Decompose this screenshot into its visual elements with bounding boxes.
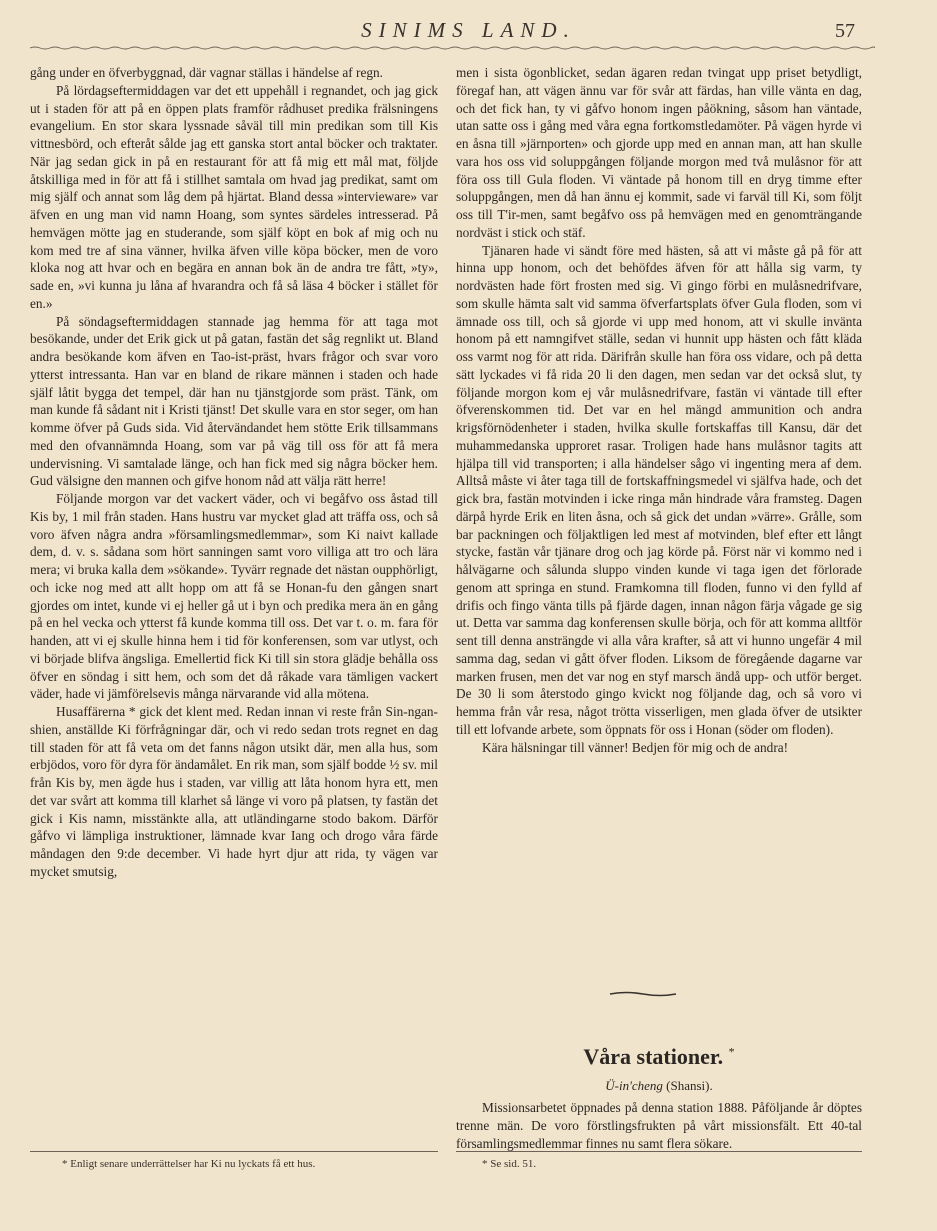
section-title-footnote-mark: * [728,1044,735,1059]
paragraph: Följande morgon var det vackert väder, och vi begåfvo oss åstad till Kis by, 1 mil från staden. Hans hustru var mycket glad att träffa oss, och så voro äfven några andra »församlingsmedlemmar», som Ki naivt kallade dem, d. v. s. sådana som hört sanningen samt voro villiga att tro och lära mera; vi bruka kalla dem »sökande». Tyvärr regnade det nästan oupphörligt, och icke nog med att allt hopp om att få se Honan-fu den gången snart gjordes om intet, kunde vi ej heller gå ut i byn och predika mera än en gång på en hel vecka och ytterst få kunde komma till oss. Det var t. o. m. fara för handen, att vi ej skulle hinna hem i tid för konferensen, som var utlyst, och vi började blifva ängsliga. Emellertid fick Ki till sin stora glädje behålla oss öfver en söndag i sitt hem, och som det då råkade vara tämligen vackert väder, hade vi jämförelsevis många närvarande vid alla mötena. [30,491,438,702]
paragraph: Kära hälsningar till vänner! Bedjen för mig och de andra! [482,739,789,755]
section-paragraph: Missionsarbetet öppnades på denna station 1888. Påföljande år döptes trenne män. De voro förstlingsfrukten på vårt missionsfält. Ett 40-tal församlingsmedlemmar finnes nu samt flera sökare. [456,1100,862,1151]
section-ornament [608,990,678,998]
right-column [456,64,862,756]
station-name: Ü-in'cheng [605,1078,663,1093]
footnote-right: * Se sid. 51. [482,1158,537,1170]
paragraph: gång under en öfverbyggnad, där vagnar ställas i händelse af regn. [30,65,383,80]
paragraph: På lördagseftermiddagen var det ett uppehåll i regnandet, och jag gick ut i staden för att på en öppen plats framför rådhuset predika frälsningens evangelium. En stor skara lyssnade såväl till min predikan som till Kis vittnesbörd, och efteråt sålde jag ett ganska stort antal böcker och traktater. När jag sedan gick in på en restaurant för att få mig ett mål mat, följde åtskilliga med in för att få i stillhet samtala om hvad jag predikat, samt om mig själf och annat som låg dem på hjärtat. Bland dessa »intervieware» var äfven en ung man vid namn Hoang, som syntes särdeles intresserad. På hemvägen mötte jag en studerande, som själf köpt en bok af mig och nu kom med tre af sina vänner, hvilka äfven ville köpa böcker, men de voro kloka nog att hvar och en begära en annan bok än de andra tre fått, »ty», sade en, »vi kunna ju låna af hvarandra och få så läsa 4 böcker i stället för en.» [30,82,438,311]
header-wavy-rule [30,46,875,50]
footnote-rule-right [456,1151,862,1152]
running-title: SINIMS LAND. [361,18,576,42]
section-body [456,1099,862,1152]
footnote-rule-left [30,1151,438,1152]
footnote-left: * Enligt senare underrättelser har Ki nu lyckats få ett hus. [62,1158,316,1170]
paragraph: På söndagseftermiddagen stannade jag hemma för att taga mot besökande, under det Erik gick ut på gatan, fastän det såg regnlikt ut. Bland andra besökande kom äfven en Tao-ist-präst, hvars frågor och svar voro ytterst intressanta. Han var en bland de rikare männen i staden och hade själf låtit bygga det tempel, där han nu tjänstgjorde som präst. Tänk, om man kunde få sådant nit i Kristi tjänst! Det skulle vara en stor seger, om han komme öfver på Guds sida. Vid återvändandet hem stötte Erik tillsammans med den ofvannämnda Hoang, som var på väg till oss för att få mera undervisning. Vi samtalade länge, och han fick med sig några böcker hem. Gud välsigne den mannen och gifve honom nåd att välja rätt herre! [30,313,438,489]
paragraph: men i sista ögonblicket, sedan ägaren redan tvingat upp priset betydligt, föregaf han, att vägen ännu var för svår att färdas, han ville vänta en dag, och det fick han, ty vi gåfvo honom ingen påökning, såsom han väntade, utan satte oss i gång med våra egna fortkomstledamöter. På vägen hyrde vi en åsna till »järnporten» och gjorde upp med en annan man, att han skulle vara hos oss vid soluppgången följande morgon med två mulåsnor för att föra oss till Gula floden. Vi väntade på honom till en dryg timme efter soluppgången, men då han ännu ej kommit, sade vi farväl till Ki, som följt oss till T'ir-men, samt begåfvo oss på hemvägen med en genomträngande nordväst i stick och stäf. [456,65,862,240]
section-subtitle [456,1078,862,1094]
left-column [30,64,438,881]
section-title-text: Våra stationer. [583,1044,724,1069]
station-region: (Shansi). [666,1078,713,1093]
paragraph: Tjänaren hade vi sändt före med hästen, så att vi måste gå på för att hinna upp honom, och det behöfdes äfven för att hålla sig varm, ty nordvästen hade fört frosten med sig. Vi gingo förbi en mulåsnedrifvare, som skulle hämta salt vid samma öfverfartsplats öfver Gula floden, som vi ämnade oss till, och så gjorde vi upp med honom, att vi skulle invänta honom på ett namngifvet ställe, sedan vi hunnit upp hästen och fått kläda oss varmt nog för att rida. Därifrån skulle han föra oss vidare, och på detta sätt lyckades vi få rida 20 li den dagen, men sedan var det också slut, ty följande morgon kom ej vår mulåsnedrifvare, fastän vi väntade till efter öfverenskommen tid. Det var en hel mängd ammunition och andra krigsförnödenheter i staden, hvilka skulle fortskaffas till Kansu, där det muhammedanska upproret rasar. Troligen hade hans mulåsnor tagits att hjälpa till vid transporten; i alla händelser sågo vi ingenting mera af dem. Alltså måste vi åter taga till de fortskaffningsmedel vi själfva hade, och det gick bra, fastän motvinden i icke ringa mån hindrade våra framsteg. Dagen därpå hyrde Erik en liten åsna, och så gick det undan »värre». Grålle, som bar packningen och följaktligen led mest af motvinden, blef efter ett långt stycke, fastän vår tjänare drog och jag körde på. Först när vi kommo ned i hålvägarne och sålunda sluppo vinden kunde vi taga igen det förlorade genom att springa en stund. Framkomna till floden, funno vi den fylld af drifis och fingo vänta tills på fjärde dagen, innan någon färja vågade ge sig ut. Detta var samma dag konferensen skulle börja, och för att komma alltför sent till denna ansträngde vi alla våra krafter, så att vi hunno ungefär 4 mil samma dag, sedan vi gått öfver floden. Liksom de föregående dagarne var marken frusen, men det var nog en styf marsch ändå upp- och utför berget. De 30 li som återstodo gingo kvickt nog följande dag, och så voro vi hemma från vår resa, något trötta visserligen, men glada öfver de utsikter till ett lofvande arbete, som öppnats för oss i Honan (söder om floden). [456,242,862,737]
paragraph: Husaffärerna * gick det klent med. Redan innan vi reste från Sin-ngan-shien, anställde Ki förfrågningar där, och vi redo sedan trots regnet en dag till staden för att få veta om det fanns någon utsikt där, men alla hus, som erbjödos, voro för dyra för ändamålet. En rik man, som själf bodde ½ sv. mil från Kis by, men ägde hus i staden, var villig att låta honom hyra ett, men det var svårt att komma till klarhet så länge vi voro på platsen, ty fastän det gick i Kis namn, misstänkte alla, att utländingarne stodo bakom. Därför gåfvo vi lämpliga instruktioner, lämnade kvar Iang och drogo våra färde måndagen den 9:de december. Vi hade hyrt djur att rida, ty vägen var mycket smutsig, [30,704,438,879]
page-number: 57 [835,20,855,42]
section-title [456,1044,862,1070]
